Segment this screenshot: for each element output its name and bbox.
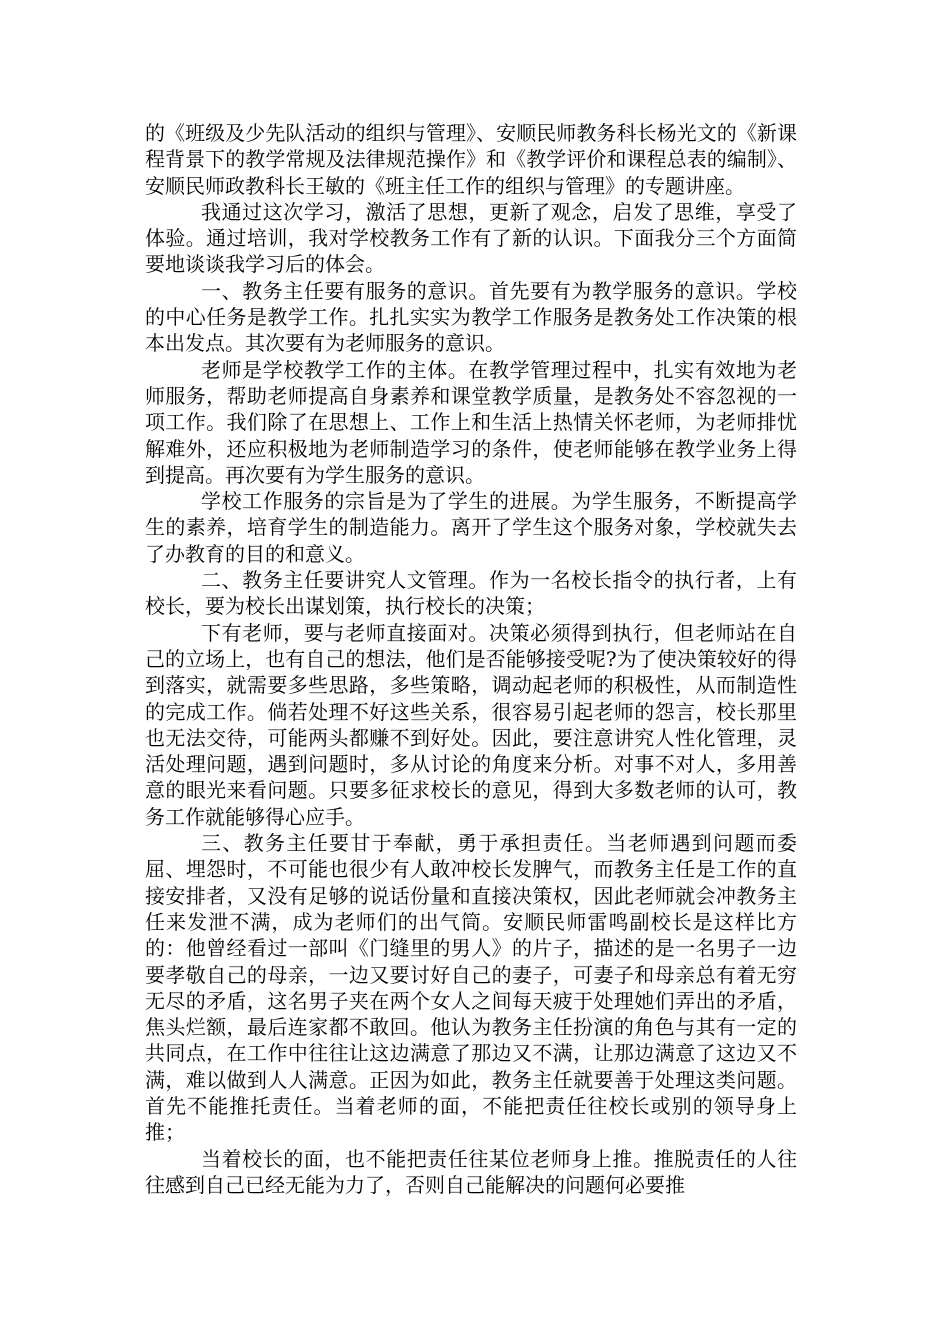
paragraph-5: 学校工作服务的宗旨是为了学生的进展。为学生服务，不断提高学生的素养，培育学生的制造能力。离开了学生这个服务对象，学校就失去了办教育的目的和意义。 xyxy=(145,489,797,566)
paragraph-4: 老师是学校教学工作的主体。在教学管理过程中，扎实有效地为老师服务，帮助老师提高自身素养和课堂教学质量，是教务处不容忽视的一项工作。我们除了在思想上、工作上和生活上热情关怀老师，为老师排忧解难外，还应积极地为老师制造学习的条件，使老师能够在教学业务上得到提高。再次要有为学生服务的意识。 xyxy=(145,357,797,487)
paragraph-9: 当着校长的面，也不能把责任往某位老师身上推。推脱责任的人往往感到自己已经无能为力了，否则自己能解决的问题何必要推 xyxy=(145,1146,797,1197)
paragraph-2: 我通过这次学习，激活了思想，更新了观念，启发了思维，享受了体验。通过培训，我对学校教务工作有了新的认识。下面我分三个方面简要地谈谈我学习后的体会。 xyxy=(145,199,797,277)
paragraph-6: 二、教务主任要讲究人文管理。作为一名校长指令的执行者，上有校长，要为校长出谋划策，执行校长的决策； xyxy=(145,568,797,619)
document-body xyxy=(145,120,797,1198)
paragraph-1: 的《班级及少先队活动的组织与管理》、安顺民师教务科长杨光文的《新课程背景下的教学常规及法律规范操作》和《教学评价和课程总表的编制》、安顺民师政教科长王敏的《班主任工作的组织与管理》的专题讲座。 xyxy=(145,121,797,198)
paragraph-3: 一、教务主任要有服务的意识。首先要有为教学服务的意识。学校的中心任务是教学工作。扎扎实实为教学工作服务是教务处工作决策的根本出发点。其次要有为老师服务的意识。 xyxy=(145,278,797,356)
paragraph-7: 下有老师，要与老师直接面对。决策必须得到执行，但老师站在自己的立场上，也有自己的想法，他们是否能够接受呢?为了使决策较好的得到落实，就需要多些思路，多些策略，调动起老师的积极性，从而制造性的完成工作。倘若处理不好这些关系，很容易引起老师的怨言，校长那里也无法交待，可能两头都赚不到好处。因此，要注意讲究人性化管理，灵活处理问题，遇到问题时，多从讨论的角度来分析。对事不对人，多用善意的眼光来看问题。只要多征求校长的意见，得到大多数老师的认可，教务工作就能够得心应手。 xyxy=(145,620,797,829)
paragraph-8: 三、教务主任要甘于奉献，勇于承担责任。当老师遇到问题而委屈、埋怨时，不可能也很少有人敢冲校长发脾气，而教务主任是工作的直接安排者，又没有足够的说话份量和直接决策权，因此老师就会冲教务主任来发泄不满，成为老师们的出气筒。安顺民师雷鸣副校长是这样比方的：他曾经看过一部叫《门缝里的男人》的片子，描述的是一名男子一边要孝敬自己的母亲，一边又要讨好自己的妻子，可妻子和母亲总有着无穷无尽的矛盾，这名男子夹在两个女人之间每天疲于处理她们弄出的矛盾，焦头烂额，最后连家都不敢回。他认为教务主任扮演的角色与其有一定的共同点，在工作中往往让这边满意了那边又不满，让那边满意了这边又不满，难以做到人人满意。正因为如此，教务主任就要善于处理这类问题。首先不能推托责任。当着老师的面，不能把责任往校长或别的领导身上推； xyxy=(145,831,797,1145)
